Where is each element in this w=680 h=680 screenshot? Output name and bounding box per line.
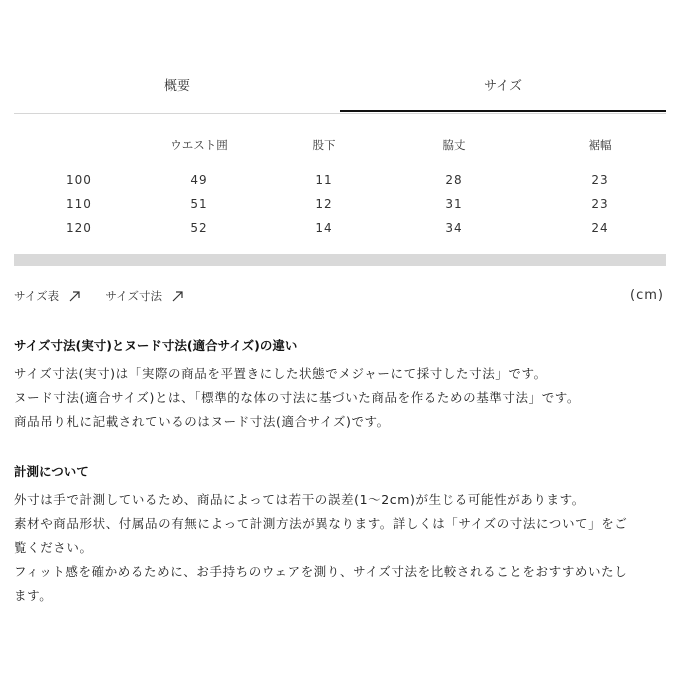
- table-cell: 11: [315, 173, 333, 187]
- tab-size[interactable]: [340, 70, 666, 112]
- tab-size-label: サイズ: [484, 79, 522, 94]
- table-row: [14, 168, 666, 192]
- section-text-line: 外寸は手で計測しているため、商品によっては若干の誤差(1〜2cm)が生じる可能性があります。: [14, 492, 585, 507]
- size-table: [14, 130, 666, 240]
- section-text-line: サイズ寸法(実寸)は「実際の商品を平置きにした状態でメジャーにて採寸した寸法」です。: [14, 366, 547, 381]
- table-cell: 24: [591, 221, 609, 235]
- section-title: 計測について: [14, 464, 89, 479]
- size-measure-link[interactable]: [105, 288, 182, 304]
- table-cell: 49: [190, 173, 208, 187]
- table-header-cell: 股下: [312, 138, 336, 152]
- table-cell: 28: [445, 173, 463, 187]
- table-cell: 51: [190, 197, 208, 211]
- size-chart-link-label: サイズ表: [14, 289, 60, 303]
- external-arrow-icon: [172, 291, 183, 302]
- size-label: 110: [66, 197, 92, 211]
- size-chart-link[interactable]: [14, 288, 80, 304]
- table-cell: 12: [315, 197, 333, 211]
- size-label: 100: [66, 173, 92, 187]
- section-text-line: 覧ください。: [14, 540, 93, 555]
- section-text-line: ます。: [14, 588, 53, 603]
- table-cell: 52: [190, 221, 208, 235]
- section-text-line: 素材や商品形状、付属品の有無によって計測方法が異なります。詳しくは「サイズの寸法について」をご: [14, 516, 628, 531]
- tab-overview-label: 概要: [163, 79, 190, 94]
- table-cell: 31: [445, 197, 463, 211]
- horizontal-scrollbar[interactable]: [14, 254, 666, 266]
- unit-label: (cm): [630, 288, 664, 303]
- table-cell: 23: [591, 197, 609, 211]
- external-arrow-icon: [69, 291, 80, 302]
- table-header-cell: ウエスト囲: [170, 138, 228, 152]
- table-row: [14, 192, 666, 216]
- table-header-cell: 脇丈: [442, 138, 466, 152]
- section-text-line: 商品吊り札に記載されているのはヌード寸法(適合サイズ)です。: [14, 414, 390, 429]
- table-header-row: [14, 130, 666, 160]
- size-links: [14, 288, 205, 304]
- size-label: 120: [66, 221, 92, 235]
- table-header-cell: [14, 130, 124, 160]
- section-title: サイズ寸法(実寸)とヌード寸法(適合サイズ)の違い: [14, 338, 298, 353]
- table-row: [14, 216, 666, 240]
- active-tab-indicator: [340, 110, 666, 112]
- tab-divider: [14, 113, 666, 114]
- size-measure-link-label: サイズ寸法: [105, 289, 162, 303]
- section-text-line: フィット感を確かめるために、お手持ちのウェアを測り、サイズ寸法を比較されることをおすすめいたし: [14, 564, 628, 579]
- tab-overview[interactable]: [14, 70, 340, 112]
- measurement-section: [14, 462, 666, 608]
- section-text-line: ヌード寸法(適合サイズ)とは、「標準的な体の寸法に基づいた商品を作るための基準寸法」です。: [14, 390, 581, 405]
- tab-bar: [14, 70, 666, 114]
- table-header-cell: 裾幅: [588, 138, 612, 152]
- table-cell: 14: [315, 221, 333, 235]
- table-cell: 23: [591, 173, 609, 187]
- size-difference-section: [14, 336, 666, 434]
- table-cell: 34: [445, 221, 463, 235]
